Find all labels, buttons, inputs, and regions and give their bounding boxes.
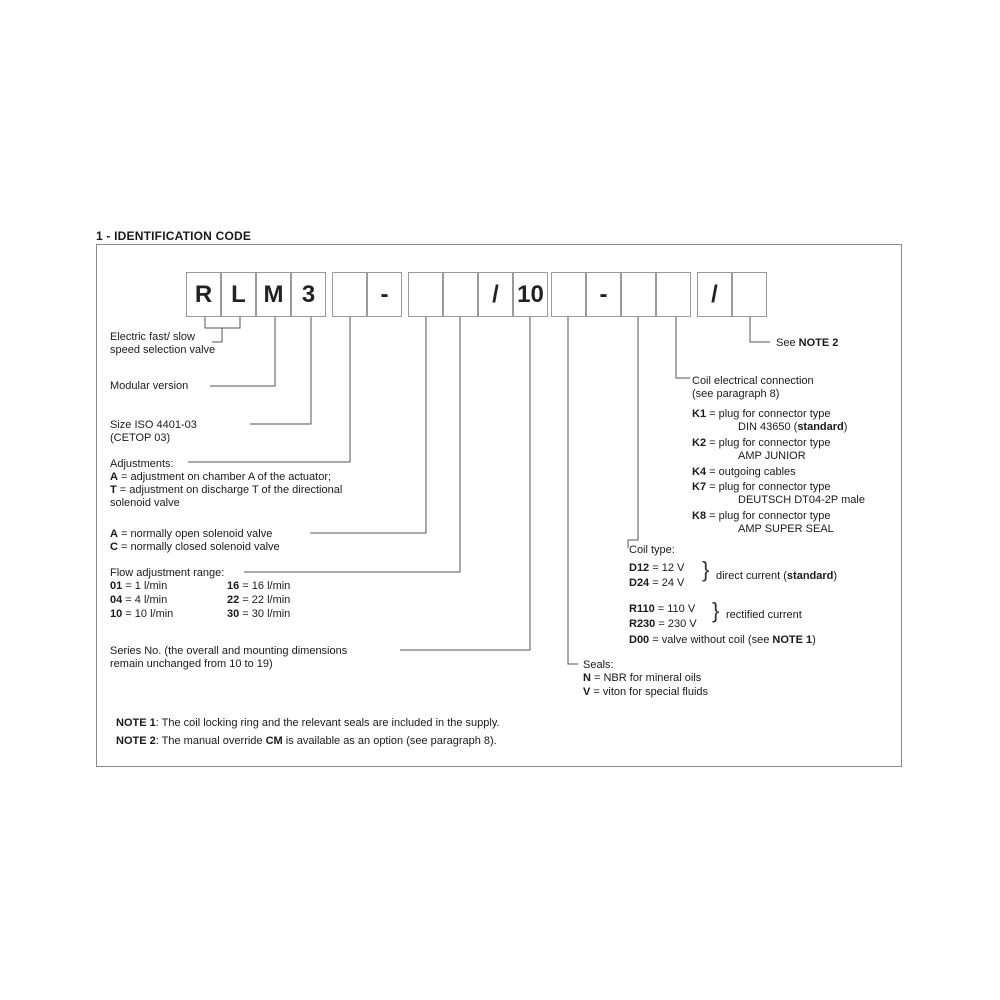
note2-text-b: CM <box>265 735 283 747</box>
desc-seal-v: = viton for special fluids <box>590 686 709 698</box>
desc-k2: = plug for connector type <box>706 437 831 449</box>
code-sol-c: C <box>110 541 118 553</box>
leader-valve-link <box>212 328 222 342</box>
option-k4 <box>692 466 796 478</box>
code-k2: K2 <box>692 437 707 449</box>
desc-sol-c: = normally closed solenoid valve <box>117 541 280 553</box>
option-flow-04 <box>110 594 167 606</box>
option-d12 <box>629 562 684 574</box>
option-d24 <box>629 577 684 589</box>
note1-label: NOTE 1 <box>116 717 156 729</box>
desc-flow-22: = 22 l/min <box>239 594 291 606</box>
label-coil-conn-2: (see paragraph 8) <box>692 388 780 400</box>
code-cell-4: 3 <box>291 272 326 317</box>
desc-k1-2b: standard <box>797 421 844 433</box>
code-flow-01: 01 <box>110 580 123 592</box>
desc-k7: = plug for connector type <box>706 481 831 493</box>
option-r110 <box>629 603 695 615</box>
option-adj-t <box>110 484 342 496</box>
code-cell-12: - <box>586 272 621 317</box>
leader-size <box>250 317 311 424</box>
code-cell-8 <box>443 272 478 317</box>
desc-flow-10: = 10 l/min <box>122 608 174 620</box>
code-seal-v: V <box>583 686 591 698</box>
dc-text-a: direct current ( <box>716 570 787 582</box>
code-k4: K4 <box>692 466 707 478</box>
code-d24: D24 <box>629 577 650 589</box>
desc-adj-t-2: solenoid valve <box>110 497 180 509</box>
option-d00 <box>629 634 816 646</box>
label-series-1: Series No. (the overall and mounting dimensions <box>110 645 348 657</box>
option-flow-30 <box>227 608 290 620</box>
desc-k1-2c: ) <box>843 421 848 433</box>
code-seal-n: N <box>583 672 591 684</box>
option-seal-n <box>583 672 701 684</box>
code-r110: R110 <box>629 603 655 615</box>
code-cell-14 <box>656 272 691 317</box>
option-flow-10 <box>110 608 173 620</box>
label-coil-conn-1: Coil electrical connection <box>692 375 814 387</box>
option-sol-c <box>110 541 280 553</box>
code-cell-3: M <box>256 272 291 317</box>
code-cell-11 <box>551 272 586 317</box>
code-cell-7 <box>408 272 443 317</box>
desc-k2-2: AMP JUNIOR <box>738 450 806 462</box>
code-d12: D12 <box>629 562 650 574</box>
desc-r230: = 230 V <box>655 618 697 630</box>
leader-seals <box>568 317 578 664</box>
desc-k1: = plug for connector type <box>706 408 831 420</box>
option-k1 <box>692 408 831 420</box>
note2-text-a: : The manual override <box>155 735 266 747</box>
code-cell-2: L <box>221 272 256 317</box>
code-r230: R230 <box>629 618 656 630</box>
desc-d12: = 12 V <box>649 562 685 574</box>
option-k2 <box>692 437 831 449</box>
option-k8 <box>692 510 831 522</box>
label-modular: Modular version <box>110 380 189 392</box>
leader-solenoid <box>310 317 426 533</box>
option-flow-01 <box>110 580 167 592</box>
desc-k8: = plug for connector type <box>706 510 831 522</box>
code-adj-a: A <box>110 471 118 483</box>
leader-note2 <box>750 317 770 342</box>
note2-ref: NOTE 2 <box>798 337 839 349</box>
option-sol-a <box>110 528 272 540</box>
label-valve-2: speed selection valve <box>110 344 216 356</box>
desc-k7-2: DEUTSCH DT04-2P male <box>738 494 865 506</box>
label-size-1: Size ISO 4401-03 <box>110 419 197 431</box>
leader-coil-conn <box>676 317 690 378</box>
section-title: 1 - IDENTIFICATION CODE <box>96 229 252 243</box>
option-seal-v <box>583 686 708 698</box>
code-flow-30: 30 <box>227 608 240 620</box>
desc-flow-30: = 30 l/min <box>239 608 291 620</box>
desc-d00-c: ) <box>812 634 816 646</box>
desc-adj-t: = adjustment on discharge T of the directional <box>116 484 343 496</box>
desc-r110: = 110 V <box>654 603 696 615</box>
code-flow-16: 16 <box>227 580 240 592</box>
leader-modular <box>210 317 275 386</box>
label-series-2: remain unchanged from 10 to 19) <box>110 658 273 670</box>
code-cell-9: / <box>478 272 513 317</box>
brace-rect: } <box>712 598 720 623</box>
option-flow-16 <box>227 580 290 592</box>
code-flow-04: 04 <box>110 594 123 606</box>
leader-series <box>400 317 530 650</box>
code-adj-t: T <box>110 484 117 496</box>
label-rectified: rectified current <box>726 609 802 621</box>
brace-dc: } <box>702 557 710 582</box>
desc-sol-a: = normally open solenoid valve <box>117 528 273 540</box>
label-seals: Seals: <box>583 659 614 671</box>
desc-d00-a: = valve without coil (see <box>649 634 773 646</box>
label-size-2: (CETOP 03) <box>110 432 171 444</box>
code-k1: K1 <box>692 408 707 420</box>
desc-d00-b: NOTE 1 <box>772 634 813 646</box>
code-cell-10: 10 <box>513 272 548 317</box>
label-valve-1: Electric fast/ slow <box>110 331 195 343</box>
code-k7: K7 <box>692 481 707 493</box>
option-k7 <box>692 481 831 493</box>
leader-adjustments <box>188 317 350 462</box>
code-k8: K8 <box>692 510 707 522</box>
label-flow: Flow adjustment range: <box>110 567 225 579</box>
label-see-note2 <box>776 337 838 349</box>
option-flow-22 <box>227 594 290 606</box>
leader-coil-type <box>628 317 638 548</box>
code-sol-a: A <box>110 528 118 540</box>
see-text: See <box>776 337 799 349</box>
note1-text: : The coil locking ring and the relevant seals are included in the supply. <box>155 717 500 729</box>
leader-valve <box>205 317 240 328</box>
leader-flow <box>244 317 460 572</box>
code-flow-10: 10 <box>110 608 123 620</box>
note-1 <box>116 717 500 729</box>
label-direct-current <box>716 570 837 582</box>
desc-d24: = 24 V <box>649 577 685 589</box>
note-2 <box>116 735 497 747</box>
desc-seal-n: = NBR for mineral oils <box>590 672 702 684</box>
code-cell-15: / <box>697 272 732 317</box>
desc-k1-2a: DIN 43650 ( <box>738 421 798 433</box>
code-cell-6: - <box>367 272 402 317</box>
code-d00: D00 <box>629 634 650 646</box>
code-cell-1: R <box>186 272 221 317</box>
code-flow-22: 22 <box>227 594 240 606</box>
desc-k8-2: AMP SUPER SEAL <box>738 523 834 535</box>
code-cell-13 <box>621 272 656 317</box>
label-adjustments: Adjustments: <box>110 458 174 470</box>
note2-text-c: is available as an option (see paragraph 8). <box>282 735 497 747</box>
desc-flow-16: = 16 l/min <box>239 580 291 592</box>
code-cell-16 <box>732 272 767 317</box>
desc-flow-04: = 4 l/min <box>122 594 168 606</box>
desc-k4: = outgoing cables <box>706 466 796 478</box>
desc-k1-2 <box>738 421 847 433</box>
code-cell-5 <box>332 272 367 317</box>
note2-label: NOTE 2 <box>116 735 156 747</box>
dc-text-b: standard <box>786 570 834 582</box>
option-adj-a <box>110 471 331 483</box>
desc-flow-01: = 1 l/min <box>122 580 168 592</box>
desc-adj-a: = adjustment on chamber A of the actuator; <box>117 471 332 483</box>
label-coil-type: Coil type: <box>629 544 675 556</box>
dc-text-c: ) <box>833 570 838 582</box>
option-r230 <box>629 618 697 630</box>
